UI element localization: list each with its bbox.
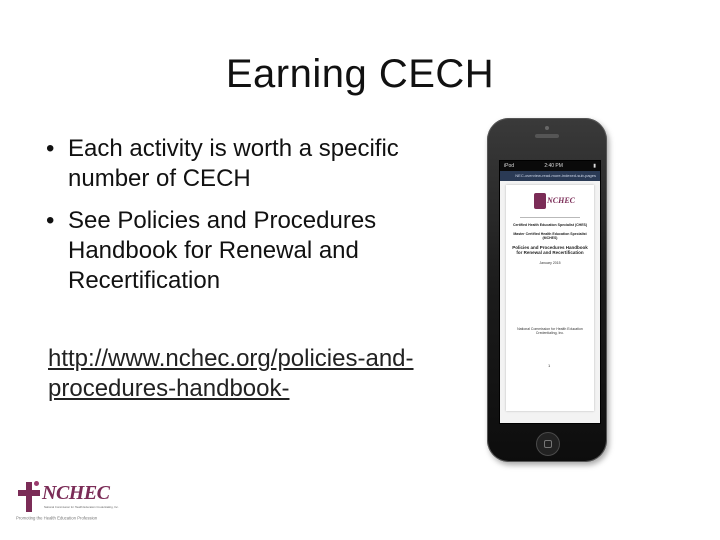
handbook-link[interactable] [48,344,428,404]
logo-tagline: Promoting the Health Education Profession [16,516,98,522]
speaker-icon [535,134,559,138]
bullet-list [40,134,460,308]
document-date: January 2015 [539,261,561,265]
link-line-1[interactable]: http://www.nchec.org/policies-and- [48,345,414,372]
divider [520,217,580,218]
battery-icon: ▮ [593,163,596,169]
logo-subtitle: National Commission for Health Education Credentialing, Inc. [44,506,119,510]
camera-icon [545,126,549,130]
phone-screen [499,160,601,424]
bullet-marker: • [46,135,55,162]
home-button[interactable] [536,432,560,456]
document-footer: National Commission for Health Education Credentialing, Inc. [517,327,583,335]
browser-tab-bar: NEC-overview-read-more-indexed-sub-pages [500,171,600,181]
bullet-text: See Policies and Procedures Handbook for Renewal and Recertification [68,207,377,294]
nchec-mark-icon [534,193,546,209]
bullet-marker: • [46,207,55,234]
bullet-text: Each activity is worth a specific number of CECH [68,135,399,192]
link-line-2[interactable]: procedures-handbook- [48,375,290,402]
slide-title: Earning CECH [225,52,495,96]
bullet-item [40,134,460,194]
nchec-logo-icon [18,482,40,512]
document-logo-text: NCHEC [547,196,576,205]
document-page-number: 1 [548,363,551,368]
document-heading-2: Master Certified Health Education Specialist (MCHES) [513,232,587,240]
status-carrier: iPod [504,163,515,169]
document-logo [534,193,576,211]
document-title: Policies and Procedures Handbook for Renewal and Recertification [512,245,588,255]
bullet-item [40,206,460,296]
handbook-document [506,185,594,411]
nchec-logo [16,480,119,528]
logo-name: NCHEC [42,482,110,504]
status-time: 2:40 PM [544,163,563,169]
phone-image [487,118,607,462]
document-heading-1: Certified Health Education Specialist (CHES) [512,223,588,227]
status-bar [500,161,600,171]
